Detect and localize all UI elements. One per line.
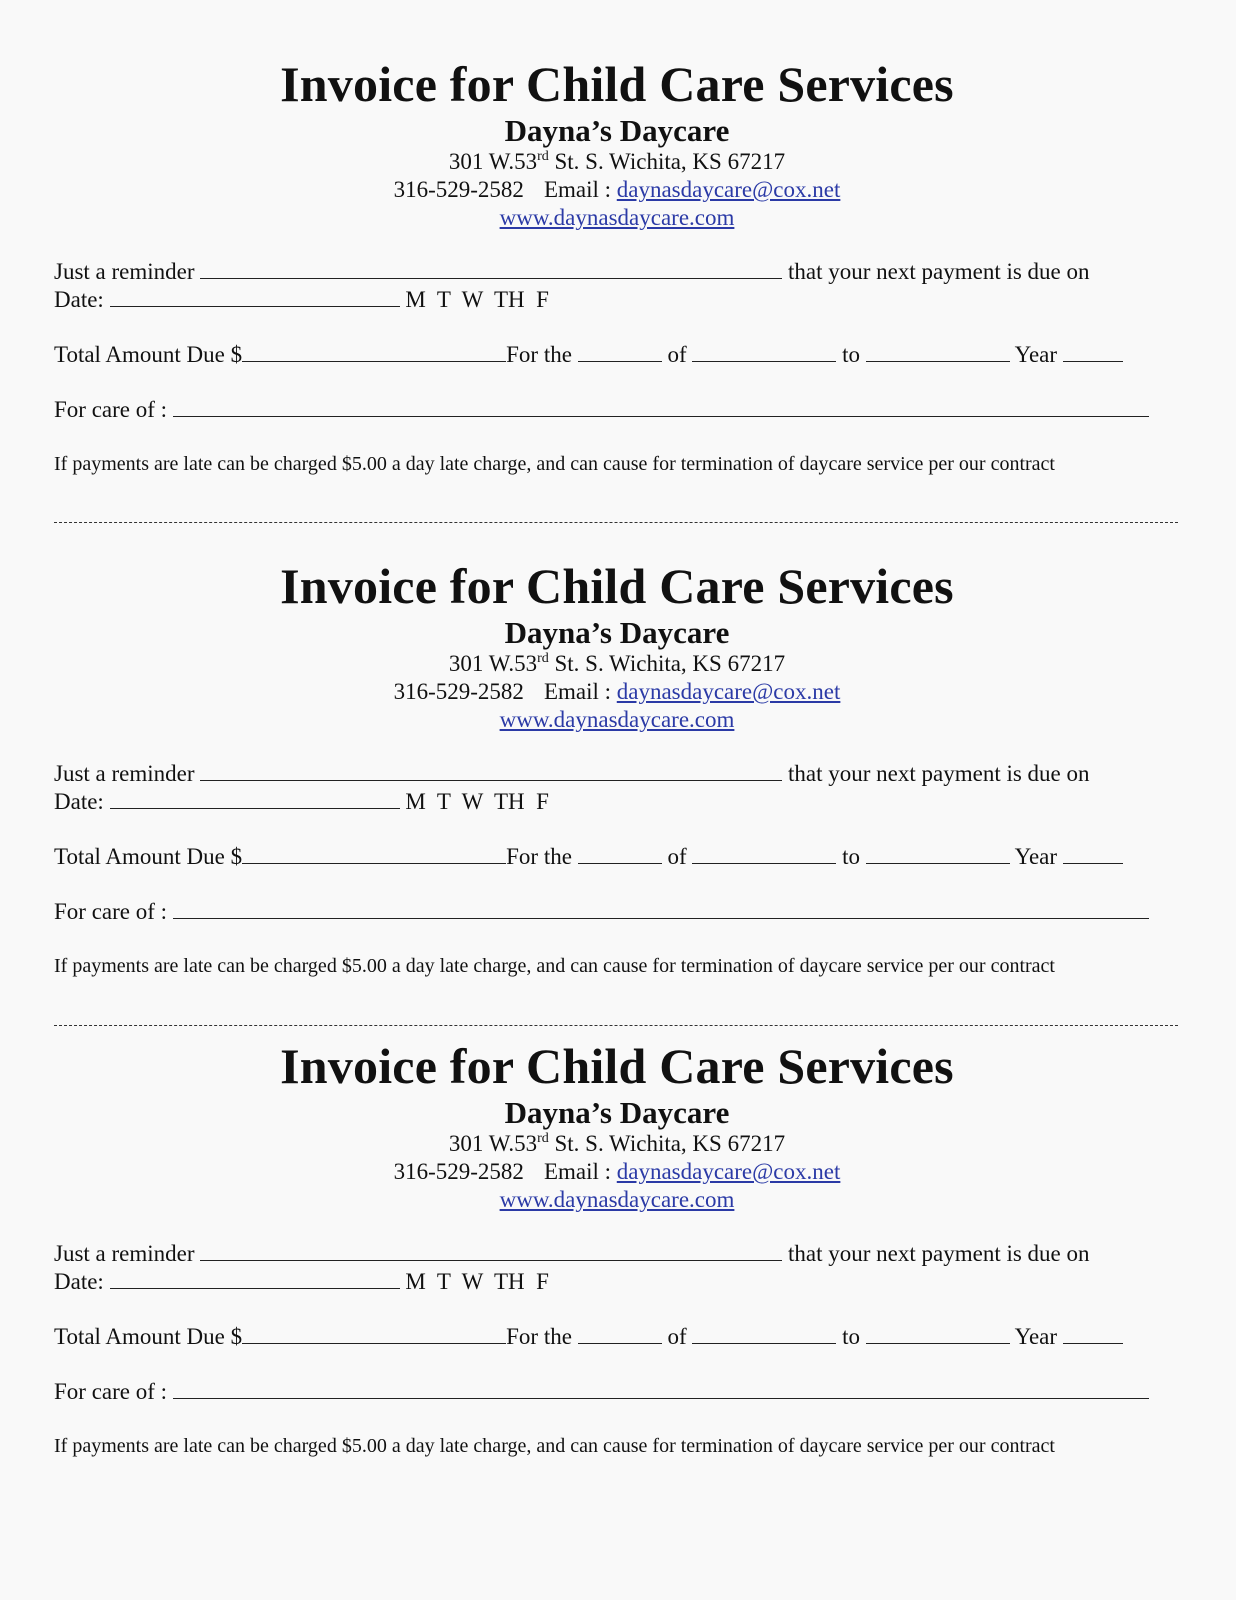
care-of-label: For care of : bbox=[54, 1379, 173, 1404]
for-the-label: For the bbox=[506, 1324, 578, 1349]
year-blank[interactable] bbox=[1063, 1325, 1123, 1344]
reminder-suffix: that your next payment is due on bbox=[782, 761, 1090, 786]
care-of-line bbox=[54, 1378, 1180, 1406]
care-of-blank[interactable] bbox=[173, 398, 1149, 417]
business-address bbox=[54, 148, 1180, 176]
date-label: Date: bbox=[54, 287, 110, 312]
amount-label: Total Amount Due $ bbox=[54, 342, 243, 367]
date-blank[interactable] bbox=[110, 1270, 400, 1289]
business-address bbox=[54, 650, 1180, 678]
address-suffix: St. S. Wichita, KS 67217 bbox=[548, 149, 786, 174]
weekday-options: M T W TH F bbox=[405, 1269, 549, 1294]
invoice-copy-2 bbox=[54, 557, 1180, 1027]
care-of-blank[interactable] bbox=[173, 1380, 1149, 1399]
reminder-name-blank[interactable] bbox=[200, 260, 782, 279]
from-blank[interactable] bbox=[692, 845, 836, 864]
email-link[interactable]: daynasdaycare@cox.net bbox=[616, 177, 841, 202]
email-label: Email : bbox=[543, 1159, 617, 1184]
care-of-label: For care of : bbox=[54, 899, 173, 924]
invoice-copy-1 bbox=[54, 55, 1180, 525]
date-line bbox=[54, 788, 549, 816]
website-link[interactable]: www.daynasdaycare.com bbox=[499, 205, 735, 230]
amount-line bbox=[54, 843, 1123, 871]
business-address bbox=[54, 1130, 1180, 1158]
website-line bbox=[54, 706, 1180, 734]
email-label: Email : bbox=[543, 177, 617, 202]
contact-line bbox=[54, 678, 1180, 706]
invoice-title: Invoice for Child Care Services bbox=[280, 56, 954, 112]
date-label: Date: bbox=[54, 789, 110, 814]
date-label: Date: bbox=[54, 1269, 110, 1294]
date-blank[interactable] bbox=[110, 790, 400, 809]
care-of-label: For care of : bbox=[54, 397, 173, 422]
phone-number: 316-529-2582 bbox=[393, 177, 524, 202]
period-blank[interactable] bbox=[578, 343, 662, 362]
reminder-prefix: Just a reminder bbox=[54, 1241, 201, 1266]
address-superscript: rd bbox=[537, 149, 549, 164]
of-label: of bbox=[667, 1324, 687, 1349]
amount-line bbox=[54, 1323, 1123, 1351]
reminder-line bbox=[54, 258, 1090, 286]
date-line bbox=[54, 1268, 549, 1296]
year-blank[interactable] bbox=[1063, 343, 1123, 362]
amount-blank[interactable] bbox=[242, 1325, 506, 1344]
business-name: Dayna’s Daycare bbox=[504, 615, 730, 650]
to-blank[interactable] bbox=[866, 845, 1010, 864]
reminder-name-blank[interactable] bbox=[200, 1242, 782, 1261]
reminder-prefix: Just a reminder bbox=[54, 761, 201, 786]
reminder-name-blank[interactable] bbox=[200, 762, 782, 781]
website-line bbox=[54, 1186, 1180, 1214]
year-label: Year bbox=[1014, 844, 1058, 869]
for-the-label: For the bbox=[506, 342, 578, 367]
address-prefix: 301 W.53 bbox=[448, 651, 538, 676]
email-link[interactable]: daynasdaycare@cox.net bbox=[616, 679, 841, 704]
reminder-line bbox=[54, 1240, 1090, 1268]
late-payment-notice: If payments are late can be charged $5.00 a day late charge, and can cause for termination of daycare service per our contract bbox=[54, 1435, 1055, 1457]
cut-line-divider bbox=[54, 1025, 1178, 1026]
to-blank[interactable] bbox=[866, 343, 1010, 362]
amount-label: Total Amount Due $ bbox=[54, 844, 243, 869]
contact-line bbox=[54, 1158, 1180, 1186]
reminder-line bbox=[54, 760, 1090, 788]
invoice-title: Invoice for Child Care Services bbox=[280, 558, 954, 614]
contact-line bbox=[54, 176, 1180, 204]
website-link[interactable]: www.daynasdaycare.com bbox=[499, 707, 735, 732]
email-label: Email : bbox=[543, 679, 617, 704]
reminder-suffix: that your next payment is due on bbox=[782, 259, 1090, 284]
for-the-label: For the bbox=[506, 844, 578, 869]
address-superscript: rd bbox=[537, 1131, 549, 1146]
weekday-options: M T W TH F bbox=[405, 287, 549, 312]
care-of-line bbox=[54, 396, 1180, 424]
of-label: of bbox=[667, 844, 687, 869]
from-blank[interactable] bbox=[692, 1325, 836, 1344]
care-of-blank[interactable] bbox=[173, 900, 1149, 919]
date-line bbox=[54, 286, 549, 314]
to-label: to bbox=[842, 1324, 860, 1349]
address-prefix: 301 W.53 bbox=[448, 149, 538, 174]
invoice-copy-3 bbox=[54, 1037, 1180, 1507]
care-of-line bbox=[54, 898, 1180, 926]
address-superscript: rd bbox=[537, 651, 549, 666]
to-label: to bbox=[842, 342, 860, 367]
to-blank[interactable] bbox=[866, 1325, 1010, 1344]
phone-number: 316-529-2582 bbox=[393, 1159, 524, 1184]
period-blank[interactable] bbox=[578, 845, 662, 864]
business-name: Dayna’s Daycare bbox=[504, 113, 730, 148]
late-payment-notice: If payments are late can be charged $5.00 a day late charge, and can cause for termination of daycare service per our contract bbox=[54, 453, 1055, 475]
amount-blank[interactable] bbox=[242, 343, 506, 362]
amount-blank[interactable] bbox=[242, 845, 506, 864]
amount-line bbox=[54, 341, 1123, 369]
invoice-title: Invoice for Child Care Services bbox=[280, 1038, 954, 1094]
of-label: of bbox=[667, 342, 687, 367]
address-suffix: St. S. Wichita, KS 67217 bbox=[548, 651, 786, 676]
reminder-prefix: Just a reminder bbox=[54, 259, 201, 284]
year-label: Year bbox=[1014, 342, 1058, 367]
website-link[interactable]: www.daynasdaycare.com bbox=[499, 1187, 735, 1212]
phone-number: 316-529-2582 bbox=[393, 679, 524, 704]
amount-label: Total Amount Due $ bbox=[54, 1324, 243, 1349]
from-blank[interactable] bbox=[692, 343, 836, 362]
reminder-suffix: that your next payment is due on bbox=[782, 1241, 1090, 1266]
weekday-options: M T W TH F bbox=[405, 789, 549, 814]
business-name: Dayna’s Daycare bbox=[504, 1095, 730, 1130]
address-prefix: 301 W.53 bbox=[448, 1131, 538, 1156]
email-link[interactable]: daynasdaycare@cox.net bbox=[616, 1159, 841, 1184]
address-suffix: St. S. Wichita, KS 67217 bbox=[548, 1131, 786, 1156]
cut-line-divider bbox=[54, 522, 1178, 523]
year-blank[interactable] bbox=[1063, 845, 1123, 864]
to-label: to bbox=[842, 844, 860, 869]
year-label: Year bbox=[1014, 1324, 1058, 1349]
website-line bbox=[54, 204, 1180, 232]
period-blank[interactable] bbox=[578, 1325, 662, 1344]
late-payment-notice: If payments are late can be charged $5.00 a day late charge, and can cause for termination of daycare service per our contract bbox=[54, 955, 1055, 977]
date-blank[interactable] bbox=[110, 288, 400, 307]
